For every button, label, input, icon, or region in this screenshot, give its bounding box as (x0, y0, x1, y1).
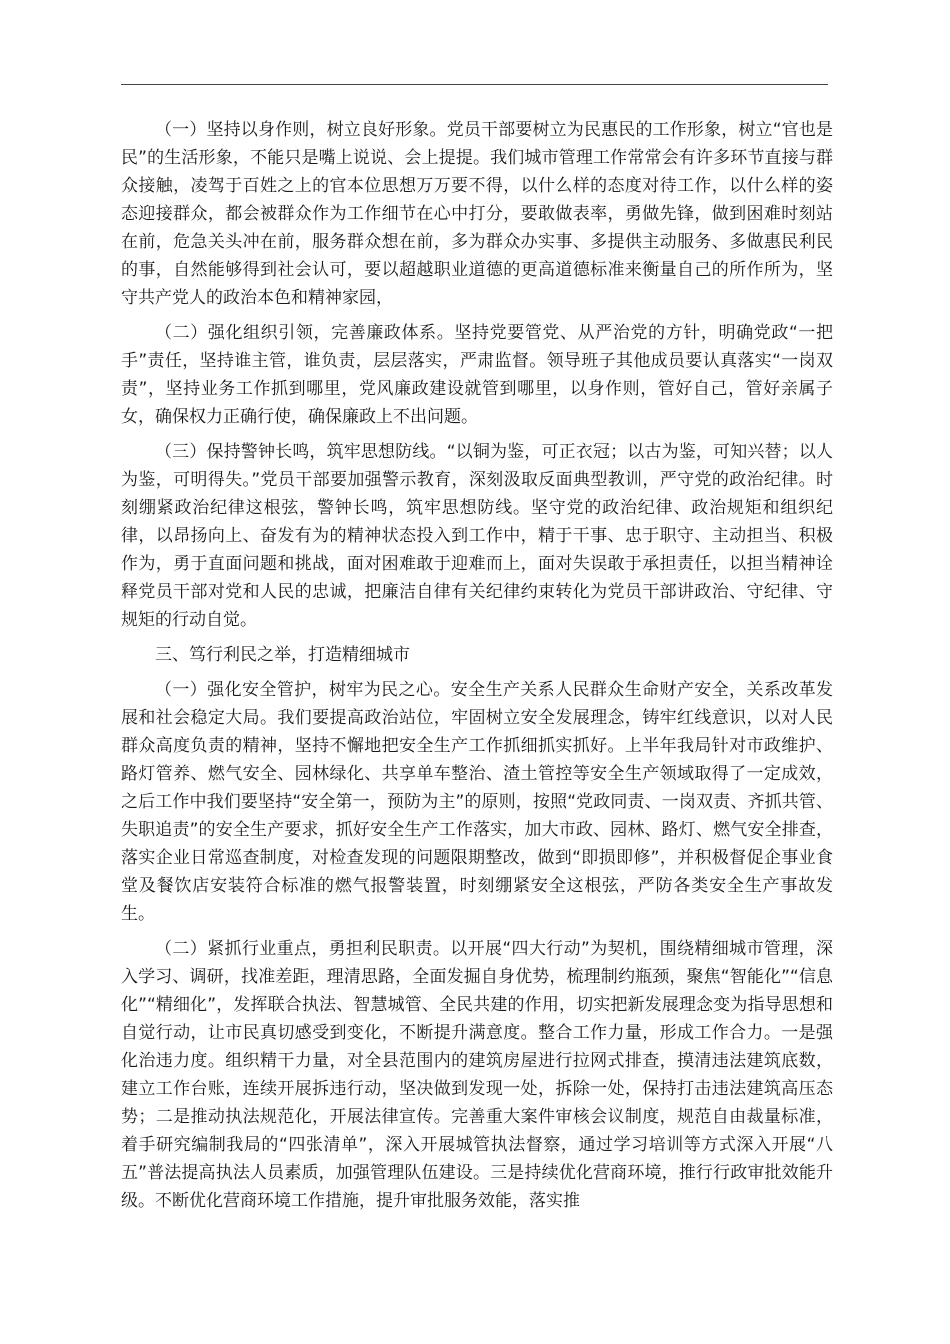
section-heading: 三、笃行利民之举，打造精细城市 (155, 645, 410, 665)
paragraph-industry-focus: （二）紧抓行业重点，勇担利民职责。以开展“四大行动”为契机，围绕精细城市管理，深入学习、调研，找准差距，理清思路，全面发掘自身优势，梳理制约瓶颈，聚焦“智能化”“信息化”“精细化”，发挥联合执法、智慧城管、全民共建的作用，切实把新发展理念变为指导思想和自觉行动，让市民真切感受到变化，不断提升满意度。整合工作力量，形成工作合力。一是强化治违力度。组织精干力量，对全县范围内的建筑房屋进行拉网式排查，摸清违法建筑底数，建立工作台账，连续开展拆违行动，坚决做到发现一处，拆除一处，保持打击违法建筑高压态势；二是推动执法规范化，开展法律宣传。完善重大案件审核会议制度，规范自由裁量标准，着手研究编制我局的“四张清单”，深入开展城管执法督察，通过学习培训等方式深入开展“八五”普法提高执法人员素质，加强管理队伍建设。三是持续优化营商环境，推行行政审批效能升级。不断优化营商环境工作措施，提升审批服务效能，落实推 (121, 939, 833, 1211)
document-body (121, 116, 833, 1222)
header-rule (121, 84, 828, 85)
paragraph-lead-by-example: （一）坚持以身作则，树立良好形象。党员干部要树立为民惠民的工作形象，树立“官也是民”的生活形象，不能只是嘴上说说、会上提提。我们城市管理工作常常会有许多环节直接与群众接触，凌驾于百姓之上的官本位思想万万要不得，以什么样的态度对待工作，以什么样的姿态迎接群众，都会被群众作为工作细节在心中打分，要敢做表率，勇做先锋，做到困难时刻站在前，危急关头冲在前，服务群众想在前，多为群众办实事、多提供主动服务、多做惠民利民的事，自然能够得到社会认可，要以超越职业道德的更高道德标准来衡量自己的所作所为，坚守共产党人的政治本色和精神家园， (121, 120, 833, 308)
paragraph-warning-bell: （三）保持警钟长鸣，筑牢思想防线。“以铜为鉴，可正衣冠；以古为鉴，可知兴替；以人为鉴，可明得失。”党员干部要加强警示教育，深刻汲取反面典型教训，严守党的政治纪律。时刻绷紧政治纪律这根弦，警钟长鸣，筑牢思想防线。坚守党的政治纪律、政治规矩和组织纪律，以昂扬向上、奋发有为的精神状态投入到工作中，精于干事、忠于职守、主动担当、积极作为，勇于直面问题和挑战，面对困难敢于迎难而上，面对失误敢于承担责任，以担当精神诠释党员干部对党和人民的忠诚，把廉洁自律有关纪律约束转化为党员干部讲政治、守纪律、守规矩的行动自觉。 (121, 442, 833, 630)
paragraph-safety-management: （一）强化安全管护，树牢为民之心。安全生产关系人民群众生命财产安全，关系改革发展和社会稳定大局。我们要提高政治站位，牢固树立安全发展理念，铸牢红线意识，以对人民群众高度负责的精神，坚持不懈地把安全生产工作抓细抓实抓好。上半年我局针对市政维护、路灯管养、燃气安全、园林绿化、共享单车整治、渣土管控等安全生产领域取得了一定成效，之后工作中我们要坚持“安全第一，预防为主”的原则，按照“党政同责、一岗双责、齐抓共管、失职追责”的安全生产要求，抓好安全生产工作落实，加大市政、园林、路灯、燃气安全排查，落实企业日常巡查制度，对检查发现的问题限期整改，做到“即损即修”，并积极督促企事业食堂及餐饮店安装符合标准的燃气报警装置，时刻绷紧安全这根弦，严防各类安全生产事故发生。 (121, 680, 833, 924)
paragraph-organization-leadership: （二）强化组织引领，完善廉政体系。坚持党要管党、从严治党的方针，明确党政“一把手”责任，坚持谁主管，谁负责，层层落实，严肃监督。领导班子其他成员要认真落实“一岗双责”，坚持业务工作抓到哪里，党风廉政建设就管到哪里，以身作则，管好自己，管好亲属子女，确保权力正确行使，确保廉政上不出问题。 (121, 323, 833, 427)
